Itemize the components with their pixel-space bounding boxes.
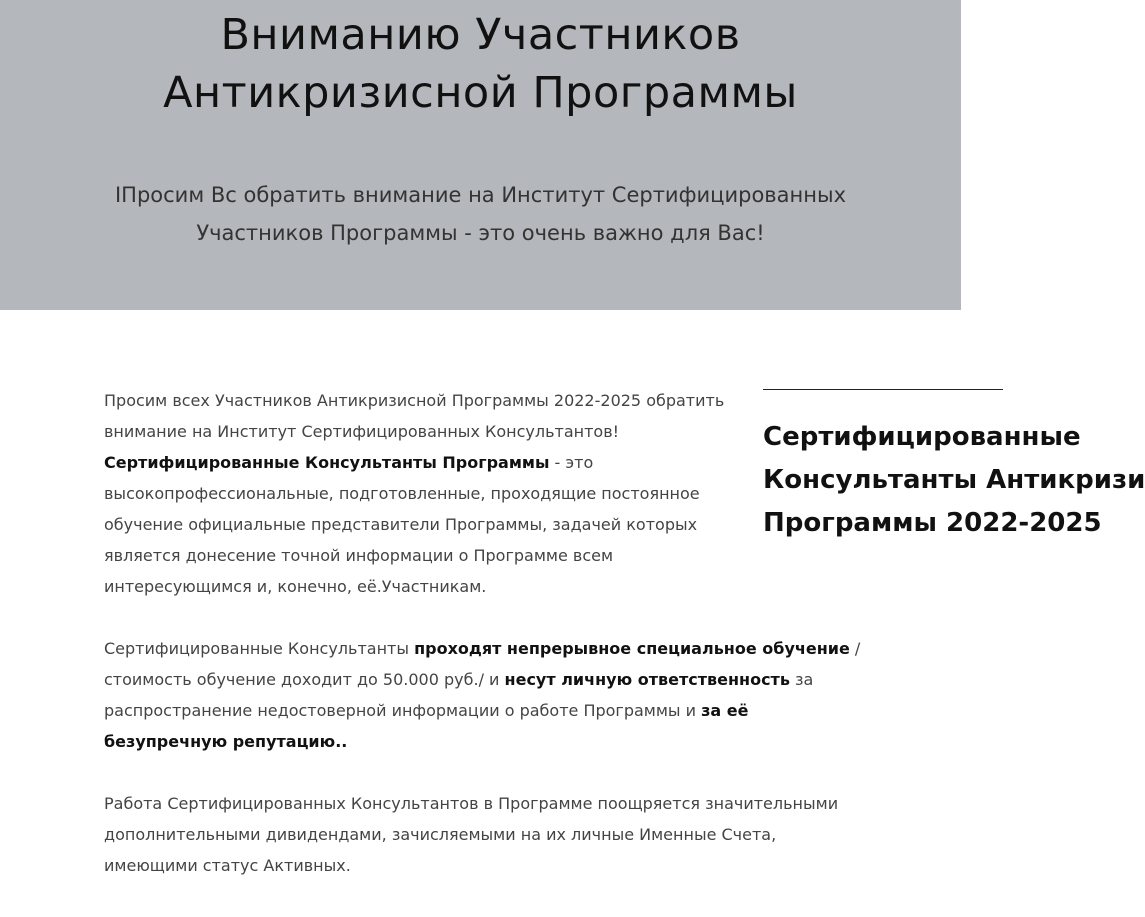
page-subtitle [100, 176, 861, 252]
aside-heading-line-3: Программы 2022-2025 [763, 508, 1102, 538]
training-text-3: за распространение недостоверной информации о работе Программы и [104, 670, 814, 720]
aside-divider [763, 389, 1003, 390]
training-bold-2: несут личную ответственность [504, 670, 790, 689]
definition-text: - это высокопрофессиональные, подготовленные, проходящие постоянное обучение официальные представители Программы, задачей которых является донесение точной информации о Программе всем интересующимся и, конечно, её.Участникам. [104, 453, 700, 596]
training-bold-3: за её безупречную репутацию.. [104, 701, 749, 751]
page-title-line-2: Антикризисной Программы [163, 68, 798, 118]
definition-term: Сертифицированные Консультанты Программы [104, 453, 550, 472]
aside-heading-line-2: Консультанты Антикризи [763, 465, 1145, 495]
page-title-line-1: Вниманию Участников [220, 10, 741, 60]
paragraph-intro [104, 385, 864, 447]
rewards-text: Работа Сертифицированных Консультантов в Программе поощряется значительными дополнительными дивидендами, зачисляемыми на их личные Именные Счета, имеющими статус Активных. [104, 794, 839, 875]
page-title [0, 6, 961, 122]
hero-banner [0, 0, 961, 310]
paragraph-spacer [104, 602, 864, 633]
paragraph-spacer [104, 757, 864, 788]
page-subtitle-line-1: IПросим Вс обратить внимание на Институт Сертифицированных [114, 183, 847, 207]
paragraph-intro-text: Просим всех Участников Антикризисной Программы 2022-2025 обратить внимание на Институт Сертифицированных Консультантов! [104, 391, 725, 441]
aside-heading-block [763, 389, 1145, 545]
training-text-2: / стоимость обучение доходит до 50.000 руб./ и [104, 639, 861, 689]
paragraph-rewards [104, 788, 864, 881]
aside-heading [763, 416, 1145, 545]
paragraph-training [104, 633, 864, 757]
aside-heading-line-1: Сертифицированные [763, 422, 1081, 452]
training-text-1: Сертифицированные Консультанты [104, 639, 415, 658]
training-bold-1: проходят непрерывное специальное обучение [414, 639, 850, 658]
article-body [104, 385, 1145, 881]
paragraph-definition [104, 447, 864, 602]
page-subtitle-line-2: Участников Программы - это очень важно для Вас! [196, 221, 765, 245]
